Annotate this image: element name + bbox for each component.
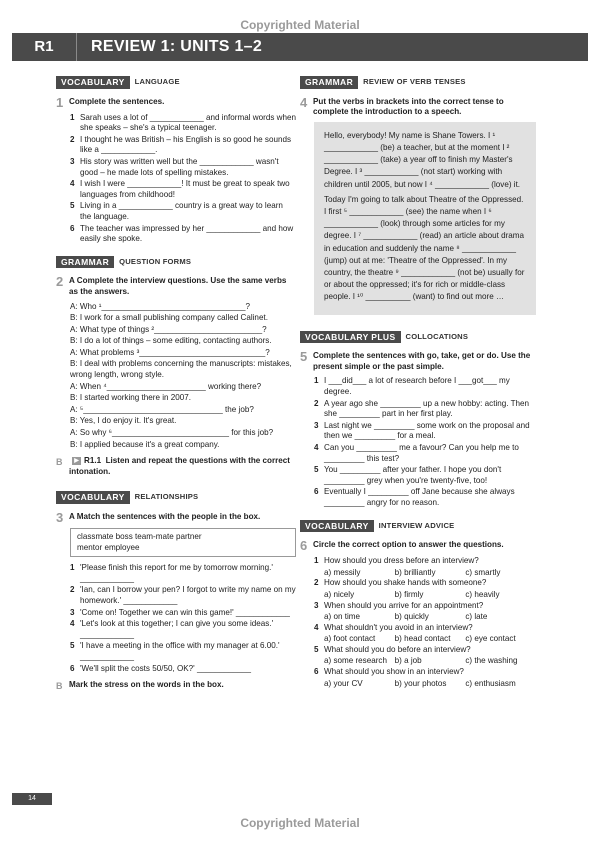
list-item: [70, 113, 296, 134]
item-number: 5: [70, 641, 75, 651]
option-b[interactable]: b) firmly: [394, 589, 424, 599]
exercise-instruction: Put the verbs in brackets into the correct tense to complete the introduction to a speech.: [313, 96, 504, 117]
word-box: [70, 528, 296, 557]
section-grammar-verb-tenses: [300, 76, 536, 89]
item-number: 6: [314, 667, 319, 677]
option-c[interactable]: c) late: [465, 612, 488, 622]
exercise-2-heading: [56, 276, 296, 297]
question-item: [314, 645, 536, 667]
item-number: 1: [70, 112, 75, 122]
item-number: 4: [314, 442, 319, 452]
exercise-6-heading: [300, 540, 536, 552]
section-tag: VOCABULARY: [56, 491, 130, 504]
item-number: 4: [70, 619, 75, 629]
list-item: [70, 224, 296, 245]
item-number: 1: [314, 376, 319, 386]
option-a[interactable]: a) messily: [324, 567, 361, 577]
question-text: What shouldn't you avoid in an interview?: [324, 622, 473, 632]
option-a[interactable]: a) some research: [324, 656, 387, 666]
list-item: [314, 421, 536, 442]
list-item: [70, 563, 296, 584]
list-item: [314, 399, 536, 420]
option-b[interactable]: b) your photos: [394, 678, 447, 688]
item-number: 1: [314, 556, 319, 566]
list-item: [70, 179, 296, 200]
section-tag: GRAMMAR: [300, 76, 358, 89]
exercise-3-heading: [56, 512, 296, 524]
watermark-top: Copyrighted Material: [240, 18, 360, 32]
exercise-1-items: [70, 113, 296, 245]
exercise-instruction: Complete the sentences with go, take, get or do. Use the present simple or the past simple.: [313, 351, 531, 371]
section-vocabulary-interview-advice: [300, 520, 536, 533]
list-item: [314, 376, 536, 397]
exercise-instruction: [69, 456, 296, 477]
exercise-instruction: Complete the sentences.: [69, 96, 165, 106]
unit-banner: [12, 33, 588, 61]
option-c[interactable]: c) enthusiasm: [465, 678, 516, 688]
question-item: [314, 578, 536, 600]
section-tag: VOCABULARY: [56, 76, 130, 89]
section-tag: VOCABULARY: [300, 520, 374, 533]
item-number: 3: [70, 156, 75, 166]
item-number: 4: [70, 179, 75, 189]
item-text: I thought he was British – his English is so good he sounds like a ____________.: [80, 134, 292, 155]
question-text: What should you show in an interview?: [324, 667, 464, 677]
dialogue-line: B: Yes, I do enjoy it. It's great.: [70, 416, 177, 426]
option-b[interactable]: b) head contact: [394, 634, 451, 644]
exercise-instruction: Mark the stress on the words in the box.: [69, 680, 224, 690]
left-column: [56, 76, 296, 696]
exercise-b-text: Listen and repeat the questions with the correct intonation.: [69, 456, 290, 476]
audio-icon: ▶: [72, 457, 81, 465]
option-b[interactable]: b) a job: [394, 656, 422, 666]
item-text: You _________ after your father. I hope you don't _________ grey when you're twenty-five, too!: [324, 465, 502, 485]
item-number: 6: [70, 223, 75, 233]
item-number: 2: [70, 134, 75, 144]
list-item: [70, 664, 296, 675]
question-text: When should you arrive for an appointment?: [324, 600, 484, 610]
exercise-1-heading: [56, 94, 296, 110]
question-item: [314, 623, 536, 645]
exercise-number: 4: [300, 94, 308, 110]
option-b[interactable]: b) quickly: [394, 612, 429, 622]
dialogue-line: A: What type of things ²________________________?: [70, 324, 267, 334]
dialogue-line: B: I started working there in 2007.: [70, 393, 192, 403]
exercise-4-heading: [300, 94, 536, 118]
exercise-number: 1: [56, 94, 64, 110]
exercise-2b-heading: [56, 456, 296, 477]
option-a[interactable]: a) on time: [324, 612, 360, 622]
exercise-part-label: B: [56, 681, 63, 692]
dialogue-line: B: I do a lot of things – some editing, contacting authors.: [70, 336, 272, 346]
section-subtitle: REVIEW OF VERB TENSES: [363, 77, 466, 86]
item-text: Eventually I _________ off Jane because she always _________ angry for no reason.: [324, 487, 515, 507]
list-item: [70, 608, 296, 619]
item-text: 'Come on! Together we can win this game!' ____________: [80, 607, 290, 617]
option-c[interactable]: c) the washing: [465, 656, 518, 666]
exercise-part-label: B: [56, 457, 63, 468]
interview-dialogue: [70, 302, 296, 451]
question-item: [314, 601, 536, 623]
section-subtitle: LANGUAGE: [134, 77, 180, 86]
word-box-line: mentor employee: [77, 542, 140, 552]
list-item: [70, 201, 296, 222]
exercise-number: 6: [300, 538, 308, 554]
item-text: Living in a ____________ country is a great way to learn the language.: [80, 201, 283, 221]
item-number: 6: [314, 487, 319, 497]
section-vocabulary-language: [56, 76, 296, 89]
question-text: How should you shake hands with someone?: [324, 578, 487, 588]
list-item: [70, 619, 296, 640]
section-subtitle: QUESTION FORMS: [119, 256, 192, 266]
item-number: 3: [314, 600, 319, 610]
list-item: [314, 487, 536, 508]
option-c[interactable]: c) eye contact: [465, 634, 516, 644]
exercise-3b-heading: [56, 680, 296, 692]
page-number: 14: [12, 793, 52, 805]
list-item: [314, 443, 536, 464]
dialogue-line: A: When ⁴______________________ working there?: [70, 381, 262, 391]
speech-text-box: [314, 122, 536, 315]
list-item: [70, 585, 296, 606]
section-subtitle: INTERVIEW ADVICE: [378, 520, 455, 530]
item-text: The teacher was impressed by her ____________ and how easily she spoke.: [80, 223, 294, 244]
exercise-instruction: Circle the correct option to answer the questions.: [313, 540, 504, 550]
item-text: His story was written well but the ____________ wasn't good – he made lots of spelling mistakes.: [80, 156, 279, 177]
item-number: 2: [70, 585, 75, 595]
speech-paragraph: Hello, everybody! My name is Shane Towers. I ¹ ____________ (be) a teacher, but at the moment I ² ____________ (take) a year off to finish my Master's Degree. I ³ ____________ (not start) working with children until 2005, but now I ⁴ ____________ (love) it.: [324, 130, 521, 189]
option-c[interactable]: c) smartly: [465, 567, 501, 577]
watermark-bottom: Copyrighted Material: [240, 816, 360, 830]
section-tag: GRAMMAR: [56, 256, 114, 269]
question-text: How should you dress before an interview?: [324, 556, 479, 566]
item-number: 2: [314, 578, 319, 588]
item-text: A year ago she _________ up a new hobby: acting. Then she _________ part in her first play.: [324, 398, 530, 419]
item-number: 6: [70, 663, 75, 673]
option-a[interactable]: a) your CV: [324, 678, 363, 688]
item-text: 'I have a meeting in the office with my manager at 6.00.' ____________: [80, 641, 280, 661]
dialogue-line: A: Who ¹________________________________?: [70, 301, 251, 311]
item-number: 3: [314, 420, 319, 430]
exercise-number: 3: [56, 510, 64, 525]
list-item: [70, 157, 296, 178]
list-item: [314, 465, 536, 486]
option-a[interactable]: a) nicely: [324, 589, 355, 599]
dialogue-line: B: I work for a small publishing company called Calinet.: [70, 313, 268, 323]
section-subtitle: COLLOCATIONS: [405, 331, 469, 341]
section-subtitle: RELATIONSHIPS: [134, 492, 199, 502]
item-text: Last night we _________ some work on the proposal and then we _________ for a meal.: [324, 420, 530, 441]
dialogue-line: A: So why ⁶__________________________ for this job?: [70, 428, 274, 438]
exercise-5-items: [314, 376, 536, 508]
question-text: What should you do before an interview?: [324, 644, 471, 654]
section-vocabulary-plus-collocations: [300, 331, 536, 344]
item-number: 4: [314, 622, 319, 632]
dialogue-line: A: What problems ³____________________________?: [70, 347, 270, 357]
right-column: [300, 76, 536, 689]
exercise-number: 2: [56, 274, 64, 290]
item-text: 'Please finish this report for me by tomorrow morning.' ____________: [80, 563, 273, 583]
unit-code: R1: [12, 33, 77, 61]
section-grammar-question-forms: [56, 256, 296, 269]
item-number: 5: [314, 465, 319, 475]
question-item: [314, 667, 536, 689]
audio-track: R1.1: [84, 456, 102, 466]
exercise-6-items: [314, 556, 536, 689]
section-vocabulary-relationships: [56, 491, 296, 504]
section-tag: VOCABULARY PLUS: [300, 331, 401, 344]
item-text: 'Let's look at this together; I can give you some ideas.' ____________: [80, 619, 274, 639]
item-number: 2: [314, 398, 319, 408]
exercise-instruction: A Complete the interview questions. Use the same verbs as the answers.: [69, 276, 287, 296]
item-text: 'Ian, can I borrow your pen? I forgot to write my name on my homework.' ____________: [80, 585, 296, 605]
list-item: [70, 641, 296, 662]
exercise-3-items: [70, 563, 296, 674]
item-text: Can you _________ me a favour? Can you help me to _________ this test?: [324, 442, 519, 463]
item-number: 1: [70, 563, 75, 573]
item-number: 5: [314, 644, 319, 654]
unit-title: REVIEW 1: UNITS 1–2: [91, 38, 263, 55]
speech-paragraph: Today I'm going to talk about Theatre of the Oppressed. I first ⁵ ____________ (see) the name when I ⁶ ____________ (look) through some articles for my degree. I ⁷ ____________ (read) an article about drama in education and suddenly the name ⁸ ____________ (jump) out at me: 'Theatre of the Oppressed'. In my country, the theatre ⁹ ____________ (not be) usually for or about the oppressed; it's for rich or middle-class people. I ¹⁰ __________ (want) to find out more …: [324, 194, 525, 302]
item-number: 3: [70, 607, 75, 617]
word-box-line: classmate boss team-mate partner: [77, 532, 202, 541]
dialogue-line: A: ⁵_______________________________ the job?: [70, 404, 254, 414]
exercise-5-heading: [300, 351, 536, 372]
item-text: 'We'll split the costs 50/50, OK?' ____________: [80, 663, 251, 673]
exercise-number: 5: [300, 349, 308, 365]
option-b[interactable]: b) brilliantly: [394, 567, 436, 577]
question-item: [314, 556, 536, 578]
exercise-instruction: A Match the sentences with the people in the box.: [69, 512, 261, 521]
item-text: Sarah uses a lot of ____________ and informal words when she speaks – she's a typical teenager.: [80, 112, 296, 133]
item-number: 5: [70, 201, 75, 211]
dialogue-line: B: I applied because it's a great company.: [70, 439, 220, 449]
item-text: I ___did___ a lot of research before I ___got___ my degree.: [324, 376, 510, 396]
option-c[interactable]: c) heavily: [465, 589, 500, 599]
option-a[interactable]: a) foot contact: [324, 634, 376, 644]
list-item: [70, 135, 296, 156]
dialogue-line: B: I deal with problems concerning the manuscripts: mistakes, wrong length, wrong style.: [70, 359, 292, 380]
item-text: I wish I were ____________! It must be great to speak two languages from childhood!: [80, 179, 290, 199]
